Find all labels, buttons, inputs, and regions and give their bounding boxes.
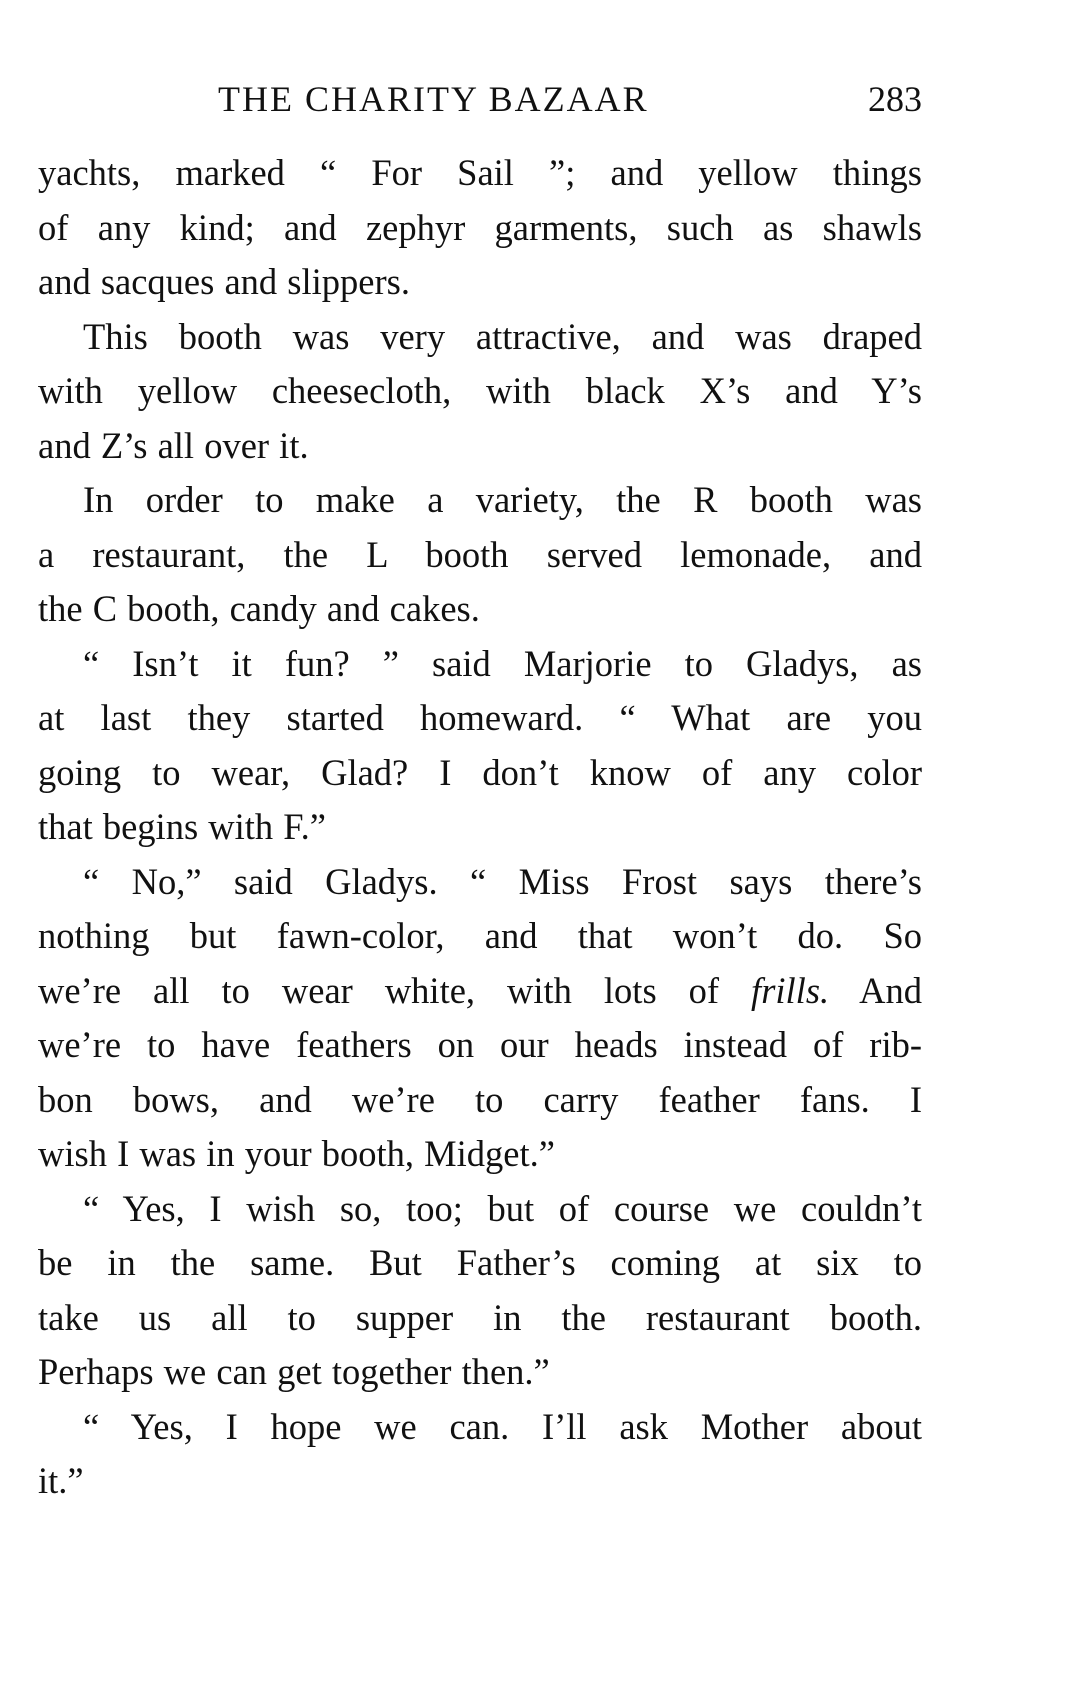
text-line: nothing but fawn-color, and that won’t do. So — [38, 915, 922, 956]
running-title: THE CHARITY BAZAAR — [218, 79, 649, 119]
text-line: Perhaps we can get together then.” — [38, 1351, 550, 1392]
page-header — [38, 74, 922, 124]
text-line: we’re to have feathers on our heads instead of rib- — [38, 1024, 922, 1065]
paragraph-first-line: In order to make a variety, the R booth was — [83, 479, 922, 520]
text-line: a restaurant, the L booth served lemonade, and — [38, 533, 922, 575]
text-line: wish I was in your booth, Midget.” — [38, 1133, 555, 1174]
text-line: that begins with F.” — [38, 806, 326, 847]
book-page — [38, 0, 922, 1697]
text-line: bon bows, and we’re to carry feather fans. I — [38, 1078, 922, 1120]
paragraph-first-line: “ Yes, I wish so, too; but of course we couldn’t — [83, 1187, 922, 1229]
paragraph-first-line: This booth was very attractive, and was draped — [83, 315, 922, 357]
text-line: going to wear, Glad? I don’t know of any color — [38, 751, 922, 793]
text-line: yachts, marked “ For Sail ”; and yellow things — [38, 152, 922, 193]
text-segment: we’re all to wear white, with lots of — [38, 969, 720, 1011]
paragraph-first-line: “ No,” said Gladys. “ Miss Frost says there’s — [83, 860, 922, 902]
text-line: of any kind; and zephyr garments, such as shawls — [38, 206, 922, 248]
text-line: with yellow cheesecloth, with black X’s and Y’s — [38, 370, 922, 411]
text-line: take us all to supper in the restaurant booth. — [38, 1296, 922, 1338]
text-line: be in the same. But Father’s coming at six to — [38, 1242, 922, 1283]
paragraph-first-line: “ Yes, I hope we can. I’ll ask Mother about — [83, 1405, 922, 1447]
italic-word: frills. — [751, 969, 830, 1011]
page-number: 283 — [868, 79, 922, 119]
text-line: and Z’s all over it. — [38, 424, 309, 466]
text-line-with-italic — [38, 964, 922, 1019]
text-line: it.” — [38, 1460, 84, 1501]
paragraph-first-line: “ Isn’t it fun? ” said Marjorie to Gladys, as — [83, 642, 922, 684]
text-line: at last they started homeward. “ What are you — [38, 697, 922, 738]
body-text — [38, 146, 922, 1509]
text-segment: And — [859, 969, 922, 1011]
text-line: the C booth, candy and cakes. — [38, 588, 480, 629]
text-line: and sacques and slippers. — [38, 261, 410, 302]
